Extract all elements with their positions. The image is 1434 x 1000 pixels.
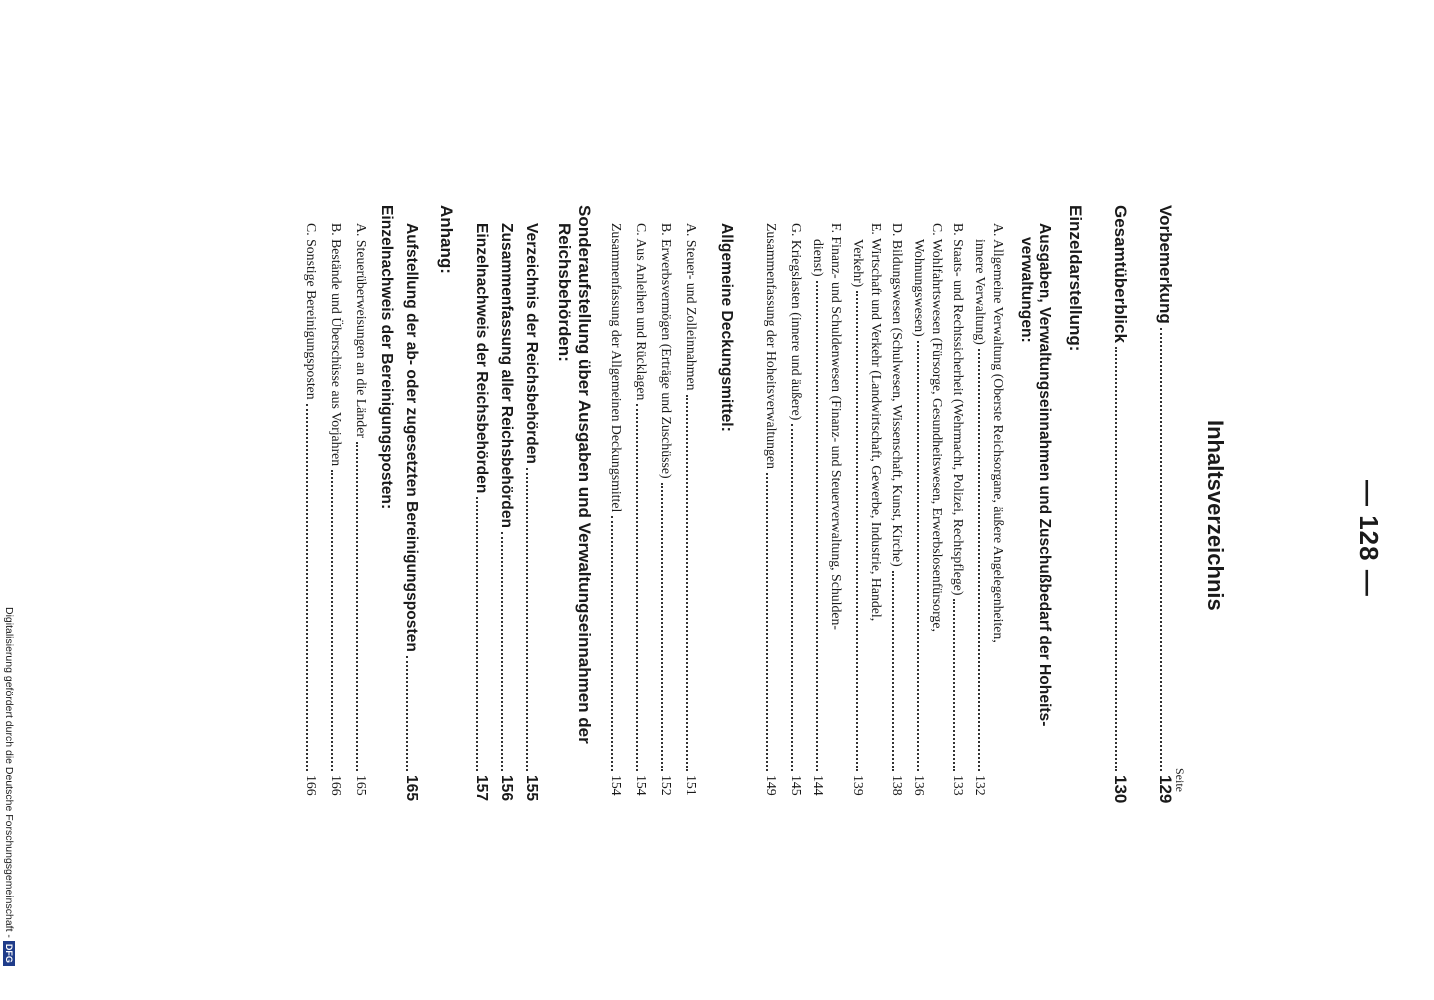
toc-entry-a: A. Allgemeine Verwaltung (Oberste Reichsorgane, äußere Angelegenheiten, innere Verwaltung) 132 [971,223,1007,805]
page-ref: 136 [912,775,927,796]
section-heading-einzeldarstellung: Einzeldarstellung: [1066,205,1085,352]
toc-entry-gesamtueberblick: Gesamtüberblick 130 [1108,205,1133,805]
page-ref: 165 [403,775,420,802]
toc-entry-bereinigung-b: B. Bestände und Überschüsse aus Vorjahren 166 [324,223,349,805]
page-ref: 129 [1156,775,1175,804]
section-heading-sonderaufstellung: Sonderaufstellung über Ausgaben und Verwaltungseinnahmen der Reichsbehörden: [555,205,594,744]
toc-entry-g: G. Kriegslasten (innere und äußere) 145 [784,223,809,805]
toc-entry-einzelnachweis-reich: Einzelnachweis der Reichsbehörden 157 [469,223,494,805]
page-ref: 139 [851,775,866,796]
subsection-heading-deckungsmittel: Allgemeine Deckungsmittel: [718,223,735,432]
toc-entry-zusammenfassung-alle: Zusammenfassung aller Reichsbehörden 156 [494,223,519,805]
page-number: — 128 — [1354,480,1384,597]
toc-entry-zusammenfassung-hoheit: Zusammenfassung der Hoheitsverwaltungen 149 [759,223,784,805]
page-ref: 166 [329,775,344,796]
toc-entry-deckung-c: C. Aus Anleihen und Rücklagen 154 [629,223,654,805]
digitization-footer: Digitalisierung gefördert durch die Deutsche Forschungsgemeinschaft -DFG [3,607,15,966]
page-ref: 155 [523,775,540,802]
page-ref: 151 [684,775,699,796]
section-heading-anhang: Anhang: [437,205,456,274]
dfg-logo: DFG [3,941,15,966]
page-ref: 156 [498,775,515,802]
subsection-heading-bereinigungsposten: Einzelnachweis der Bereinigungsposten: [378,205,395,510]
page-ref: 166 [304,775,319,796]
toc-entry-deckung-zusammenfassung: Zusammenfassung der Allgemeinen Deckungsmittel 154 [604,223,629,805]
toc-entry-e: E. Wirtschaft und Verkehr (Landwirtschaft, Gewerbe, Industrie, Handel, Verkehr) 139 [849,223,885,805]
toc-entry-verzeichnis: Verzeichnis der Reichsbehörden 155 [519,223,544,805]
toc-entry-deckung-a: A. Steuer- und Zolleinnahmen 151 [679,223,704,805]
page-ref: 133 [951,775,966,796]
toc-entry-c: C. Wohlfahrtswesen (Fürsorge, Gesundheitswesen, Erwerbslosenfürsorge, Wohnungswesen) 136 [910,223,946,805]
page-ref: 154 [609,775,624,796]
toc-entry-vorbemerkung: Vorbemerkung 129 [1153,205,1178,805]
page-ref: 154 [634,775,649,796]
seite-label: Seite [1173,768,1187,792]
toc-entry-aufstellung: Aufstellung der ab- oder zugesetzten Bereinigungsposten 165 [399,223,424,805]
toc-entry-d: D. Bildungswesen (Schulwesen, Wissenschaft, Kunst, Kirche) 138 [885,223,910,805]
toc-entry-deckung-b: B. Erwerbsvermögen (Erträge und Zuschüsse) 152 [654,223,679,805]
page-ref: 130 [1111,775,1130,804]
page-ref: 165 [354,775,369,796]
page-ref: 144 [811,775,826,796]
toc-entry-f: F. Finanz- und Schuldenwesen (Finanz- und Steuerverwaltung, Schulden- dienst) 144 [809,223,845,805]
page-ref: 138 [890,775,905,796]
page-ref: 152 [659,775,674,796]
toc-entry-bereinigung-a: A. Steuerüberweisungen an die Länder 165 [349,223,374,805]
page-ref: 149 [764,775,779,796]
toc-entry-b: B. Staats- und Rechtssicherheit (Wehrmacht, Polizei, Rechtspflege) 133 [946,223,971,805]
toc-entry-bereinigung-c: C. Sonstige Bereinigungsposten 166 [299,223,324,805]
page-ref: 132 [973,775,988,796]
page-title: Inhaltsverzeichnis [1203,420,1228,611]
page-ref: 157 [473,775,490,802]
subsection-heading-ausgaben: Ausgaben, Verwaltungseinnahmen und Zuschußbedarf der Hoheits- verwaltungen: [1018,223,1053,727]
table-of-contents [299,205,1178,805]
page-ref: 145 [789,775,804,796]
